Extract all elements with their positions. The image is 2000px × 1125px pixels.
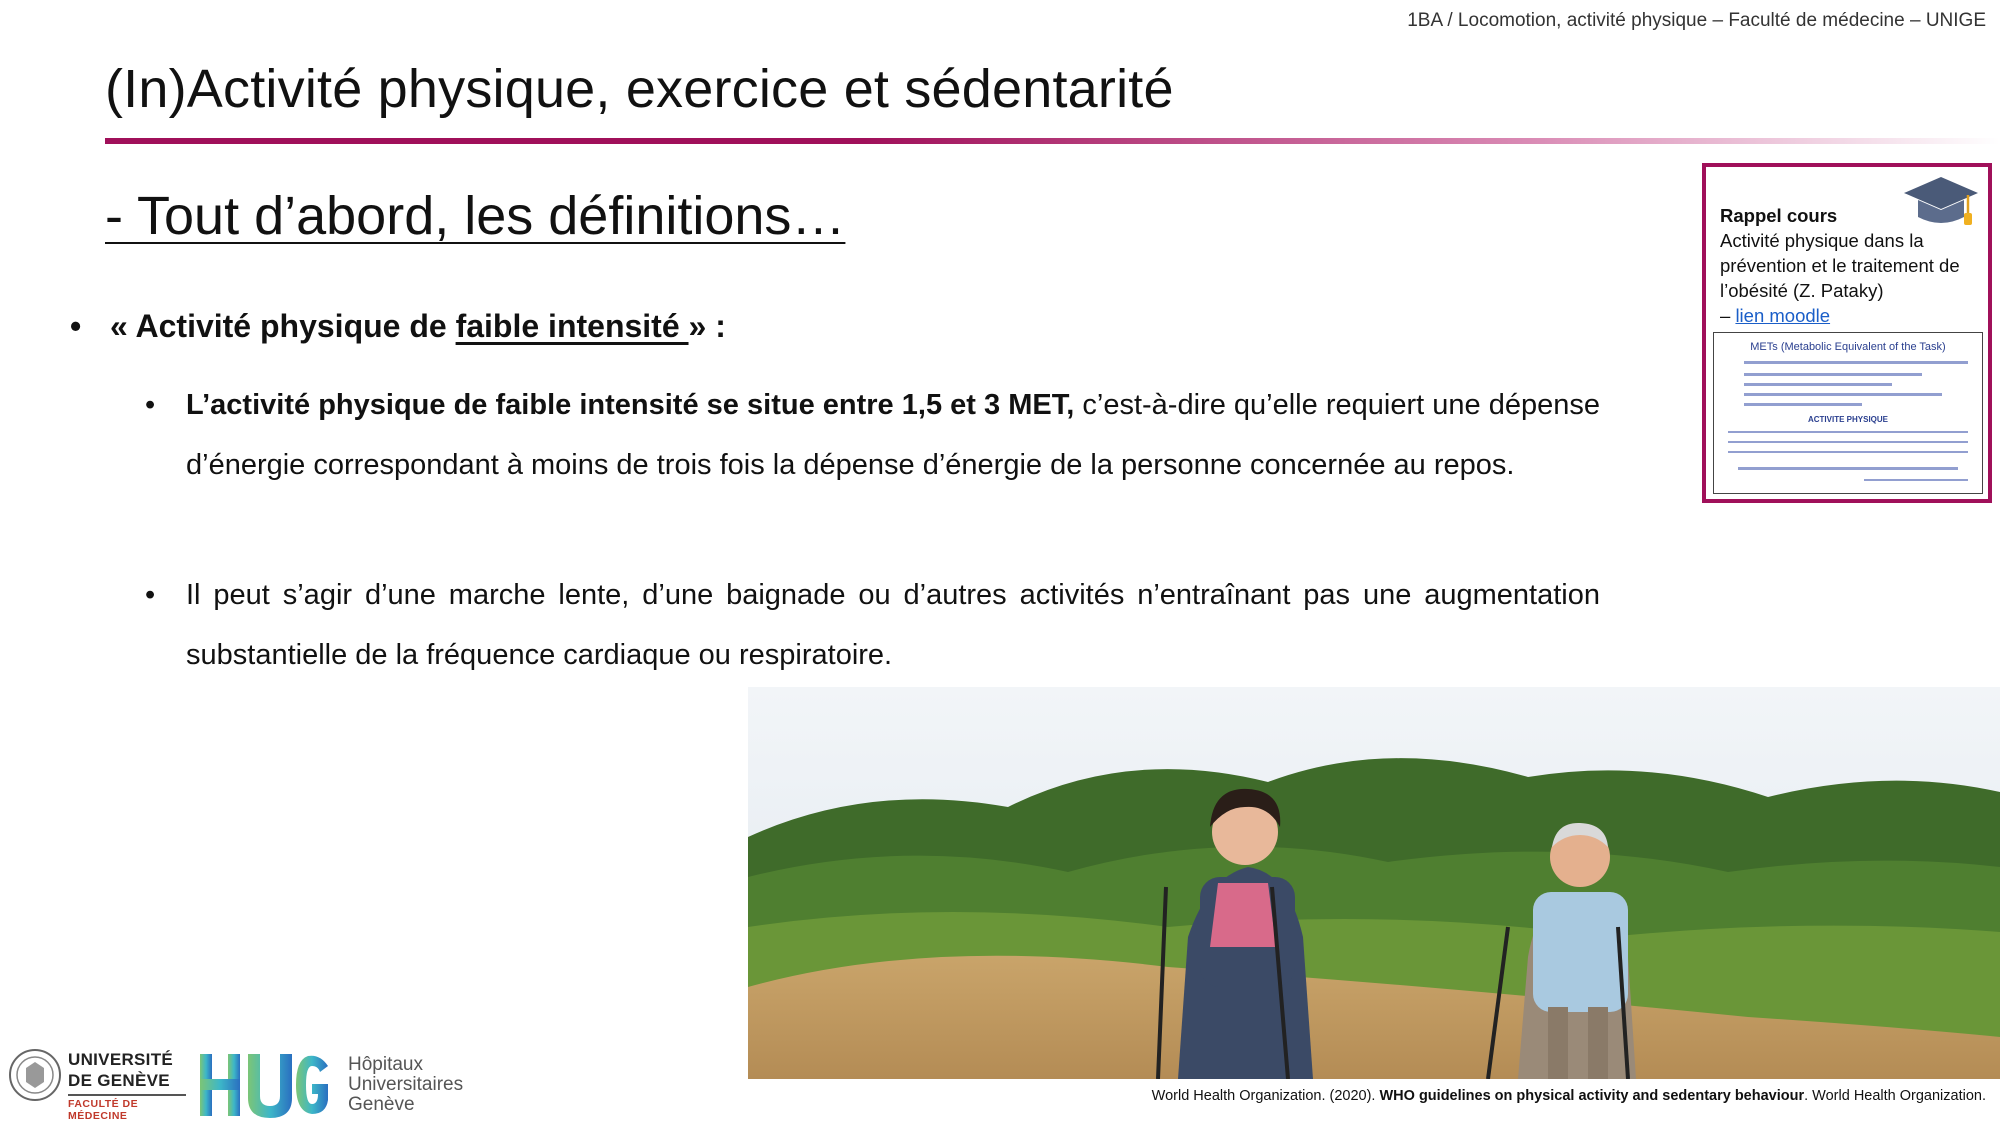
hug-name-line3: Genève	[348, 1094, 415, 1115]
hug-logo-mark	[200, 1052, 330, 1118]
thumbnail-heading: ACTIVITE PHYSIQUE	[1807, 415, 1888, 424]
met-slide-thumbnail	[1713, 332, 1983, 494]
hug-logo	[200, 1052, 470, 1118]
slide-title: (In)Activité physique, exercice et sédentarité	[105, 59, 1174, 119]
reminder-body: Activité physique dans la prévention et le traitement de l’obésité (Z. Pataky)	[1720, 230, 1960, 301]
sub-bullet-examples	[145, 565, 1600, 685]
unige-divider	[68, 1094, 186, 1096]
course-reminder-box	[1702, 163, 1992, 503]
who-citation: World Health Organization. (2020). WHO guidelines on physical activity and sedentary behaviour. World Health Organization.	[1151, 1088, 1986, 1104]
moodle-link[interactable]: lien moodle	[1735, 305, 1831, 326]
course-header-note: 1BA / Locomotion, activité physique – Faculté de médecine – UNIGE	[1407, 10, 1986, 31]
sub-bullet-dot: •	[145, 389, 156, 421]
university-seal-icon	[8, 1048, 62, 1102]
bullet-low-intensity-text: « Activité physique de faible intensité » :	[110, 308, 726, 344]
sub-bullet-met-range-text: L’activité physique de faible intensité se situe entre 1,5 et 3 MET, c’est-à-dire qu’elle requiert une dépense d’énergie correspondant à moins de trois fois la dépense d’énergie de la personne concernée au repos.	[186, 389, 1600, 481]
unige-logo	[8, 1046, 188, 1122]
reminder-title: Rappel cours	[1720, 205, 1838, 226]
unige-faculty: FACULTÉ DE MÉDECINE	[68, 1098, 139, 1122]
unige-name-line2: DE GENÈVE	[68, 1071, 170, 1090]
sub-bullet-met-range	[145, 375, 1600, 495]
hug-name-line2: Universitaires	[348, 1074, 464, 1095]
hiking-seniors-photo	[748, 687, 2000, 1079]
hug-name-line1: Hôpitaux	[348, 1054, 423, 1075]
unige-name-line1: UNIVERSITÉ	[68, 1050, 174, 1069]
title-divider	[105, 138, 2000, 144]
slide-subtitle: - Tout d’abord, les définitions…	[105, 186, 846, 246]
underlined-term: faible intensité	[455, 308, 689, 344]
thumbnail-title: METs (Metabolic Equivalent of the Task)	[1750, 341, 1946, 353]
reminder-text: Rappel cours Activité physique dans la prévention et le traitement de l’obésité (Z. Pataky) – lien moodle	[1720, 203, 1990, 328]
sub-bullet-examples-text: Il peut s’agir d’une marche lente, d’une baignade ou d’autres activités n’entraînant pas une augmentation substantielle de la fréquence cardiaque ou respiratoire.	[186, 579, 1600, 671]
sub-bullet-dot: •	[145, 579, 156, 611]
bullet-dot: •	[70, 308, 82, 344]
